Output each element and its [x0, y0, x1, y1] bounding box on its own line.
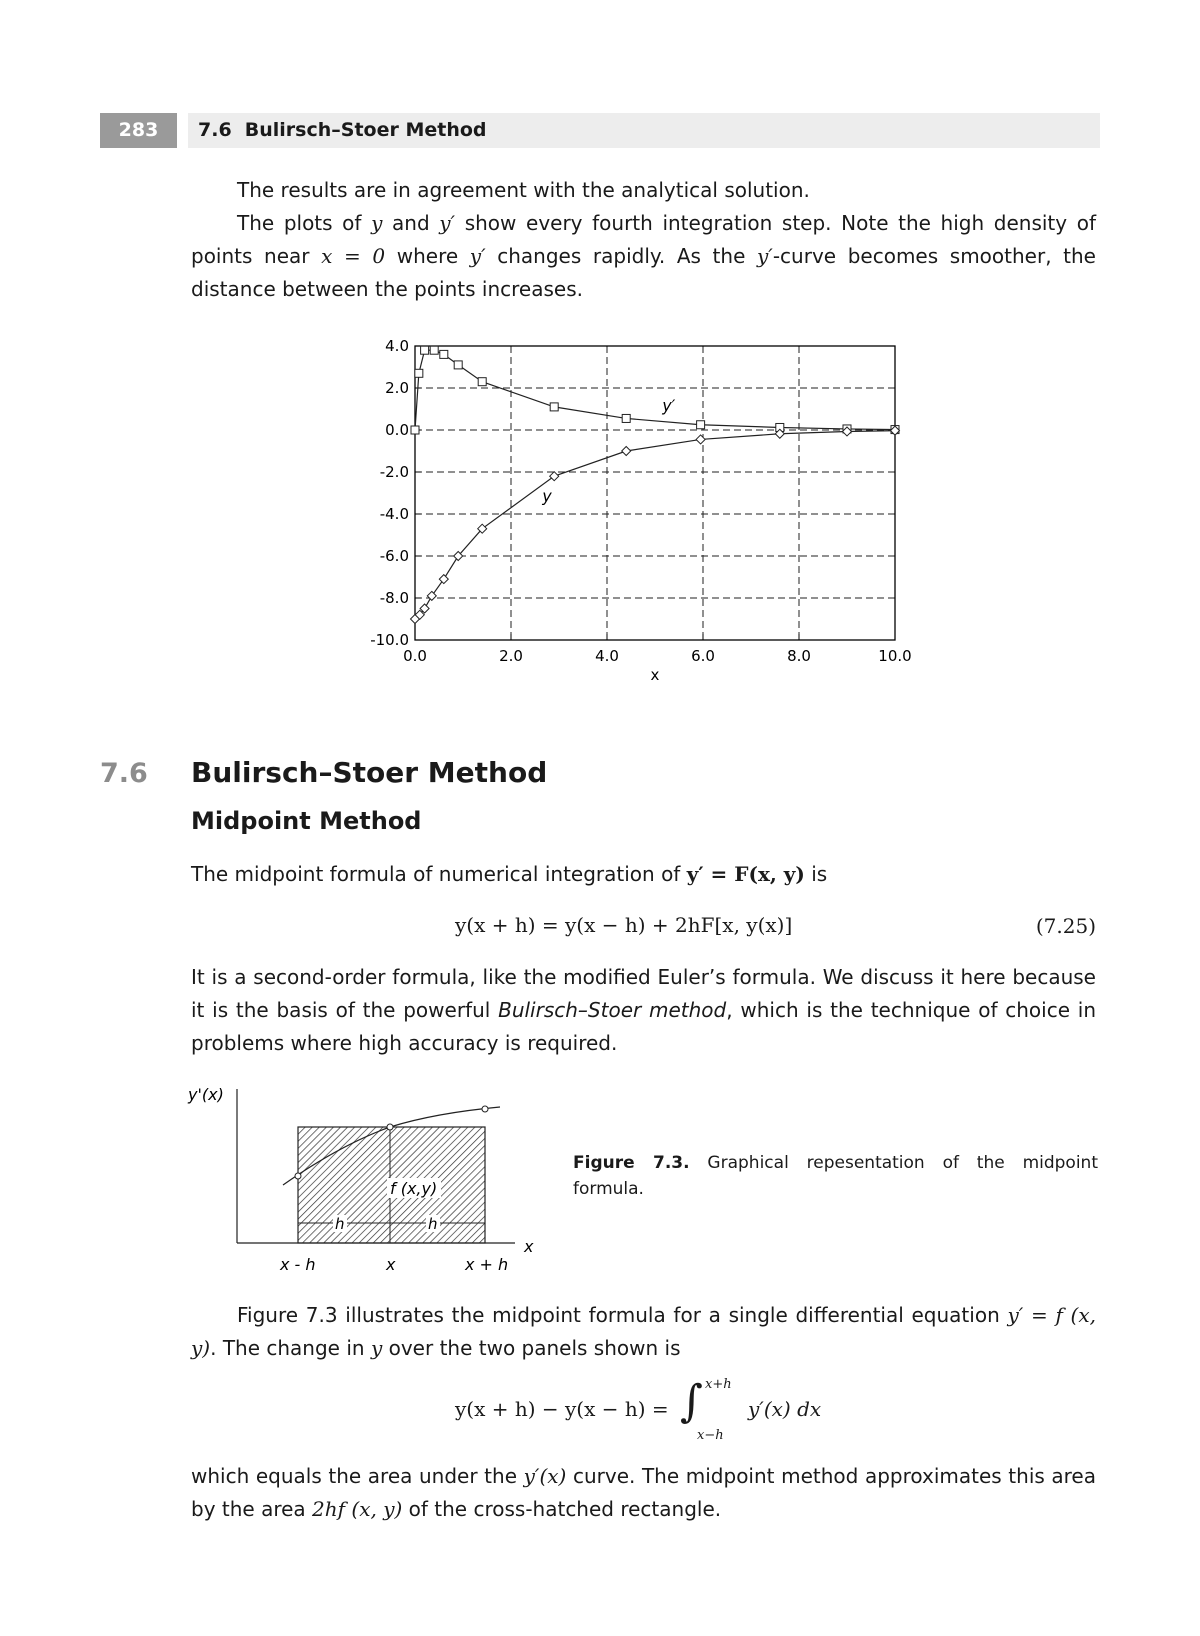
point-y — [696, 435, 705, 444]
midpoint-intro-b: is — [804, 862, 828, 886]
equation-7-25: y(x + h) = y(x − h) + 2hF[x, y(x)] — [455, 913, 793, 937]
integral-upper-limit: x+h — [705, 1377, 732, 1392]
point-y — [550, 472, 559, 481]
tick-x: x — [386, 1255, 396, 1274]
point-y — [439, 575, 448, 584]
figure-ylabel: y'(x) — [188, 1085, 224, 1104]
running-header-title: Bulirsch–Stoer Method — [244, 119, 487, 141]
closing-p2-b: curve. The midpoint method approximates this area by the area — [191, 1464, 1096, 1521]
tick-x-plus-h: x + h — [465, 1255, 509, 1274]
integral-lhs: y(x + h) − y(x − h) = — [455, 1397, 669, 1421]
intro-p2-b: and — [382, 211, 440, 235]
figure-xlabel: x — [524, 1237, 534, 1256]
integral-lower-limit: x−h — [697, 1428, 724, 1443]
intro-p2-yprime: y′ — [439, 211, 456, 235]
closing-p2-a: which equals the area under the — [191, 1464, 524, 1488]
curve-annotation: y′ — [662, 396, 676, 416]
intro-p2-f: -curve becomes smoother, the distance between the points increases. — [191, 244, 1096, 301]
plot-ticks — [370, 337, 912, 665]
point-yprime — [411, 426, 419, 434]
running-header-section-number: 7.6 — [198, 119, 232, 141]
intro-p2-c: show every fourth integration step. Note the high density of points near — [191, 211, 1096, 268]
closing-p2-c: of the cross-hatched rectangle. — [402, 1497, 722, 1521]
curve-point-mid — [387, 1124, 393, 1130]
point-yprime — [550, 403, 558, 411]
x-tick-label: 8.0 — [787, 647, 811, 665]
x-tick-label: 0.0 — [403, 647, 427, 665]
closing-p1-b: . The change in — [210, 1336, 371, 1360]
intro-p2-y: y — [371, 211, 383, 235]
curve-point-left — [295, 1173, 301, 1179]
integral-sign: ∫ — [680, 1376, 703, 1427]
integral-integrand: y′(x) dx — [748, 1397, 822, 1421]
series-line-yprime — [415, 350, 895, 430]
x-tick-label: 4.0 — [595, 647, 619, 665]
intro-p2-e: changes rapidly. As the — [485, 244, 757, 268]
closing-p1-eq: y′ = f (x, y) — [191, 1303, 1096, 1360]
plot-labels — [541, 396, 675, 684]
closing-p1-c: over the two panels shown is — [382, 1336, 681, 1360]
x-tick-label: 2.0 — [499, 647, 523, 665]
y-tick-label: 4.0 — [385, 337, 409, 355]
midpoint-p2-a: It is a second-order formula, like the modified Euler’s formula. We discuss it here because it is the basis of the powerful — [191, 965, 1096, 1022]
midpoint-p2-b: , which is the technique of choice in problems where high accuracy is required. — [191, 998, 1097, 1055]
equation-number-7-25: (7.25) — [1035, 914, 1096, 938]
closing-p2-eq: y′(x) — [523, 1464, 567, 1488]
point-yprime — [622, 414, 630, 422]
point-y — [622, 447, 631, 456]
section-title: Bulirsch–Stoer Method — [191, 756, 548, 789]
figure-caption-label: Figure 7.3. — [573, 1153, 690, 1173]
intro-p2-a: The plots of — [237, 211, 372, 235]
intro-p2-x0: x = 0 — [321, 244, 386, 268]
subsection-title: Midpoint Method — [191, 807, 422, 835]
y-tick-label: -4.0 — [379, 505, 409, 523]
y-tick-label: 2.0 — [385, 379, 409, 397]
y-yprime-plot — [0, 0, 1200, 720]
y-tick-label: -8.0 — [379, 589, 409, 607]
midpoint-paragraph-2 — [191, 961, 1096, 1060]
intro-p2-d: where — [385, 244, 470, 268]
x-tick-label: 10.0 — [878, 647, 912, 665]
figure-caption-text: Graphical repesentation of the midpoint formula. — [573, 1153, 1098, 1199]
series-line-y — [415, 431, 895, 619]
closing-p2-eq2: 2hf (x, y) — [312, 1497, 403, 1521]
midpoint-intro — [191, 858, 1096, 891]
y-tick-label: -2.0 — [379, 463, 409, 481]
intro-p2-yprime-3: y′ — [757, 244, 773, 268]
midpoint-intro-eq: y′ = F(x, y) — [686, 862, 805, 886]
point-yprime — [697, 421, 705, 429]
plot-grid — [415, 346, 895, 640]
point-yprime — [454, 361, 462, 369]
intro-p1-text: The results are in agreement with the analytical solution. — [237, 178, 810, 202]
closing-paragraph-2 — [191, 1460, 1096, 1526]
midpoint-p2-emphasis: Bulirsch–Stoer method — [498, 998, 727, 1022]
closing-p1-a: Figure 7.3 illustrates the midpoint formula for a single differential equation — [237, 1303, 1008, 1327]
page-number: 283 — [100, 113, 177, 148]
y-tick-label: 0.0 — [385, 421, 409, 439]
x-tick-label: 6.0 — [691, 647, 715, 665]
midpoint-figure — [180, 1075, 560, 1275]
y-tick-label: -10.0 — [370, 631, 409, 649]
point-yprime — [415, 369, 423, 377]
fxy-label: f (x,y) — [390, 1179, 438, 1198]
point-yprime — [478, 378, 486, 386]
intro-p2-yprime-2: y′ — [469, 244, 486, 268]
midpoint-intro-a: The midpoint formula of numerical integration of — [191, 862, 687, 886]
curve-point-right — [482, 1106, 488, 1112]
point-y — [427, 591, 436, 600]
point-yprime — [421, 346, 429, 354]
point-yprime — [440, 350, 448, 358]
section-number: 7.6 — [100, 758, 148, 789]
x-axis-label: x — [650, 666, 660, 684]
y-tick-label: -6.0 — [379, 547, 409, 565]
h-label-left: h — [335, 1215, 345, 1233]
closing-p1-y: y — [370, 1336, 383, 1360]
point-yprime — [430, 346, 438, 354]
closing-paragraph-1 — [191, 1299, 1096, 1365]
plot-frame — [415, 346, 895, 640]
figure-caption — [573, 1150, 1098, 1202]
curve-annotation: y — [542, 486, 552, 506]
h-label-right: h — [428, 1215, 438, 1233]
tick-x-minus-h: x - h — [280, 1255, 316, 1274]
